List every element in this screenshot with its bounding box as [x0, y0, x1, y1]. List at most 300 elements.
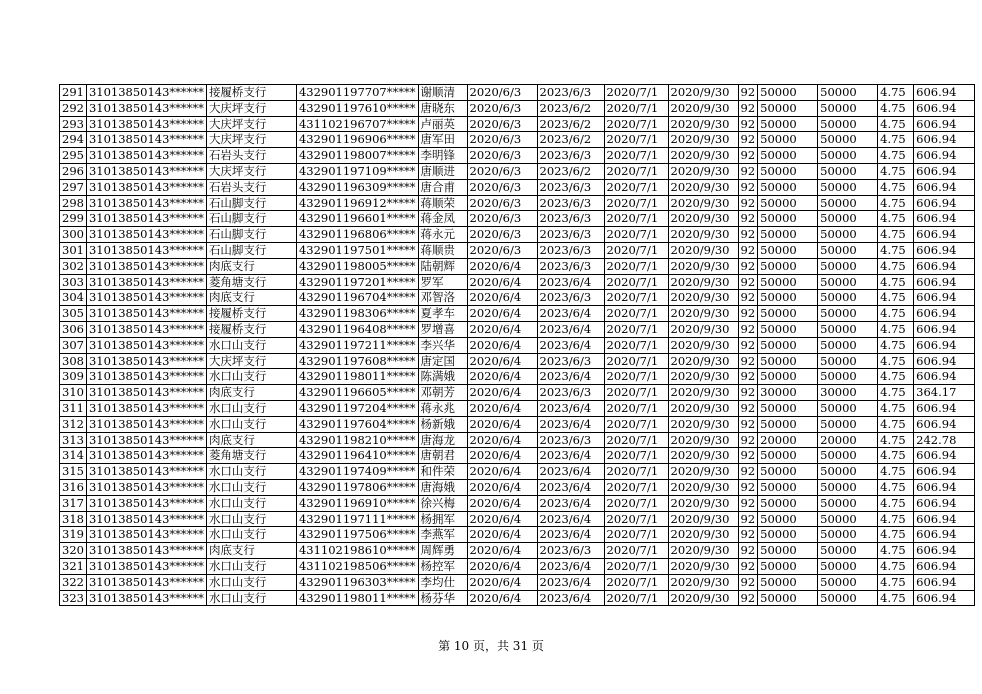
- cell-loan-amount: 50000: [758, 479, 818, 495]
- cell-account-number: 31013850143******: [86, 258, 206, 274]
- cell-interest-end-date: 2020/9/30: [668, 574, 738, 590]
- cell-interest-start-date: 2020/7/1: [604, 132, 668, 148]
- cell-interest: 606.94: [914, 211, 975, 227]
- table-row: [60, 432, 975, 448]
- cell-loan-amount: 50000: [758, 227, 818, 243]
- cell-customer-name: 唐朝君: [418, 448, 467, 464]
- cell-branch-name: 石山脚支行: [206, 227, 296, 243]
- cell-interest: 606.94: [914, 558, 975, 574]
- table-row: [60, 195, 975, 211]
- cell-interest-end-date: 2020/9/30: [668, 590, 738, 606]
- cell-customer-name: 蒋顺荣: [418, 195, 467, 211]
- cell-loan-end-date: 2023/6/4: [537, 306, 604, 322]
- cell-days: 92: [738, 353, 758, 369]
- cell-loan-end-date: 2023/6/3: [537, 543, 604, 559]
- cell-loan-amount: 50000: [758, 527, 818, 543]
- cell-balance: 50000: [818, 511, 878, 527]
- cell-account-number: 31013850143******: [86, 353, 206, 369]
- cell-interest-start-date: 2020/7/1: [604, 100, 668, 116]
- cell-customer-name: 李燕军: [418, 527, 467, 543]
- cell-rate: 4.75: [878, 479, 914, 495]
- cell-branch-name: 水口山支行: [206, 495, 296, 511]
- cell-loan-end-date: 2023/6/4: [537, 274, 604, 290]
- cell-interest: 606.94: [914, 132, 975, 148]
- cell-days: 92: [738, 290, 758, 306]
- cell-balance: 50000: [818, 211, 878, 227]
- cell-loan-amount: 50000: [758, 211, 818, 227]
- cell-id-number: 432901196806*****: [296, 227, 418, 243]
- cell-days: 92: [738, 574, 758, 590]
- cell-account-number: 31013850143******: [86, 448, 206, 464]
- cell-rate: 4.75: [878, 590, 914, 606]
- cell-customer-name: 邓智洛: [418, 290, 467, 306]
- cell-customer-name: 陆朝辉: [418, 258, 467, 274]
- cell-account-number: 31013850143******: [86, 337, 206, 353]
- cell-row-number: 322: [60, 574, 87, 590]
- table-row: [60, 464, 975, 480]
- cell-loan-start-date: 2020/6/4: [467, 416, 537, 432]
- loan-records-table: [59, 84, 975, 606]
- cell-interest-start-date: 2020/7/1: [604, 227, 668, 243]
- cell-interest: 606.94: [914, 306, 975, 322]
- cell-days: 92: [738, 400, 758, 416]
- cell-rate: 4.75: [878, 416, 914, 432]
- table-body: [60, 85, 975, 606]
- cell-account-number: 31013850143******: [86, 558, 206, 574]
- cell-customer-name: 唐顺进: [418, 163, 467, 179]
- table-row: [60, 148, 975, 164]
- cell-loan-start-date: 2020/6/4: [467, 369, 537, 385]
- cell-loan-amount: 50000: [758, 369, 818, 385]
- cell-account-number: 31013850143******: [86, 369, 206, 385]
- cell-id-number: 432901196605*****: [296, 385, 418, 401]
- cell-customer-name: 唐定国: [418, 353, 467, 369]
- cell-id-number: 432901196906*****: [296, 132, 418, 148]
- table-row: [60, 211, 975, 227]
- cell-balance: 50000: [818, 590, 878, 606]
- cell-id-number: 431102196707*****: [296, 116, 418, 132]
- cell-branch-name: 水口山支行: [206, 369, 296, 385]
- cell-rate: 4.75: [878, 227, 914, 243]
- cell-rate: 4.75: [878, 543, 914, 559]
- cell-balance: 50000: [818, 416, 878, 432]
- table-row: [60, 353, 975, 369]
- cell-interest-start-date: 2020/7/1: [604, 416, 668, 432]
- cell-id-number: 432901197806*****: [296, 479, 418, 495]
- cell-balance: 50000: [818, 242, 878, 258]
- cell-loan-start-date: 2020/6/3: [467, 227, 537, 243]
- cell-interest-start-date: 2020/7/1: [604, 195, 668, 211]
- cell-loan-end-date: 2023/6/4: [537, 558, 604, 574]
- table-row: [60, 543, 975, 559]
- cell-loan-start-date: 2020/6/4: [467, 590, 537, 606]
- table-row: [60, 242, 975, 258]
- cell-balance: 50000: [818, 132, 878, 148]
- cell-interest-end-date: 2020/9/30: [668, 100, 738, 116]
- cell-branch-name: 肉底支行: [206, 432, 296, 448]
- cell-interest-start-date: 2020/7/1: [604, 479, 668, 495]
- cell-branch-name: 大庆坪支行: [206, 163, 296, 179]
- cell-balance: 50000: [818, 85, 878, 101]
- cell-loan-end-date: 2023/6/4: [537, 416, 604, 432]
- cell-account-number: 31013850143******: [86, 116, 206, 132]
- cell-customer-name: 蒋永兆: [418, 400, 467, 416]
- cell-interest-end-date: 2020/9/30: [668, 369, 738, 385]
- cell-interest: 606.94: [914, 258, 975, 274]
- cell-interest-end-date: 2020/9/30: [668, 527, 738, 543]
- cell-id-number: 432901197707*****: [296, 85, 418, 101]
- cell-customer-name: 徐兴梅: [418, 495, 467, 511]
- cell-loan-end-date: 2023/6/2: [537, 132, 604, 148]
- cell-loan-amount: 50000: [758, 464, 818, 480]
- cell-rate: 4.75: [878, 179, 914, 195]
- cell-balance: 50000: [818, 100, 878, 116]
- cell-interest-end-date: 2020/9/30: [668, 132, 738, 148]
- cell-loan-start-date: 2020/6/3: [467, 163, 537, 179]
- cell-id-number: 432901197506*****: [296, 527, 418, 543]
- cell-interest-end-date: 2020/9/30: [668, 274, 738, 290]
- cell-loan-end-date: 2023/6/4: [537, 511, 604, 527]
- cell-loan-amount: 50000: [758, 258, 818, 274]
- cell-rate: 4.75: [878, 337, 914, 353]
- cell-loan-end-date: 2023/6/4: [537, 574, 604, 590]
- cell-id-number: 432901197604*****: [296, 416, 418, 432]
- cell-loan-end-date: 2023/6/4: [537, 321, 604, 337]
- cell-interest-end-date: 2020/9/30: [668, 558, 738, 574]
- cell-loan-start-date: 2020/6/3: [467, 148, 537, 164]
- cell-loan-start-date: 2020/6/4: [467, 258, 537, 274]
- cell-id-number: 432901197501*****: [296, 242, 418, 258]
- cell-interest: 606.94: [914, 242, 975, 258]
- cell-balance: 20000: [818, 432, 878, 448]
- cell-days: 92: [738, 543, 758, 559]
- cell-interest-start-date: 2020/7/1: [604, 242, 668, 258]
- cell-days: 92: [738, 479, 758, 495]
- cell-account-number: 31013850143******: [86, 211, 206, 227]
- cell-balance: 50000: [818, 479, 878, 495]
- cell-id-number: 432901197111*****: [296, 511, 418, 527]
- cell-row-number: 302: [60, 258, 87, 274]
- cell-account-number: 31013850143******: [86, 290, 206, 306]
- cell-id-number: 432901198210*****: [296, 432, 418, 448]
- cell-customer-name: 唐海娥: [418, 479, 467, 495]
- cell-id-number: 432901197109*****: [296, 163, 418, 179]
- cell-row-number: 323: [60, 590, 87, 606]
- cell-interest: 606.94: [914, 337, 975, 353]
- cell-interest-end-date: 2020/9/30: [668, 337, 738, 353]
- cell-loan-amount: 50000: [758, 448, 818, 464]
- cell-account-number: 31013850143******: [86, 163, 206, 179]
- cell-branch-name: 接履桥支行: [206, 321, 296, 337]
- cell-branch-name: 水口山支行: [206, 511, 296, 527]
- cell-interest: 606.94: [914, 353, 975, 369]
- cell-loan-end-date: 2023/6/4: [537, 590, 604, 606]
- cell-customer-name: 夏孝车: [418, 306, 467, 322]
- cell-interest-end-date: 2020/9/30: [668, 511, 738, 527]
- cell-days: 92: [738, 258, 758, 274]
- cell-account-number: 31013850143******: [86, 416, 206, 432]
- cell-interest: 606.94: [914, 527, 975, 543]
- cell-loan-end-date: 2023/6/3: [537, 385, 604, 401]
- cell-interest-start-date: 2020/7/1: [604, 148, 668, 164]
- cell-loan-end-date: 2023/6/3: [537, 353, 604, 369]
- cell-interest-start-date: 2020/7/1: [604, 495, 668, 511]
- cell-account-number: 31013850143******: [86, 527, 206, 543]
- cell-branch-name: 大庆坪支行: [206, 100, 296, 116]
- cell-row-number: 310: [60, 385, 87, 401]
- cell-interest-start-date: 2020/7/1: [604, 163, 668, 179]
- cell-rate: 4.75: [878, 258, 914, 274]
- cell-loan-amount: 50000: [758, 495, 818, 511]
- cell-interest-start-date: 2020/7/1: [604, 321, 668, 337]
- cell-days: 92: [738, 495, 758, 511]
- cell-customer-name: 蒋永元: [418, 227, 467, 243]
- cell-interest-start-date: 2020/7/1: [604, 116, 668, 132]
- table-row: [60, 558, 975, 574]
- cell-customer-name: 唐晓东: [418, 100, 467, 116]
- cell-interest-end-date: 2020/9/30: [668, 242, 738, 258]
- cell-interest: 606.94: [914, 116, 975, 132]
- cell-rate: 4.75: [878, 306, 914, 322]
- cell-loan-end-date: 2023/6/4: [537, 400, 604, 416]
- cell-account-number: 31013850143******: [86, 321, 206, 337]
- cell-account-number: 31013850143******: [86, 590, 206, 606]
- cell-customer-name: 蒋顺贵: [418, 242, 467, 258]
- cell-customer-name: 蒋金凤: [418, 211, 467, 227]
- cell-id-number: 432901196408*****: [296, 321, 418, 337]
- cell-rate: 4.75: [878, 527, 914, 543]
- cell-interest: 606.94: [914, 290, 975, 306]
- cell-row-number: 297: [60, 179, 87, 195]
- cell-interest-start-date: 2020/7/1: [604, 574, 668, 590]
- cell-interest-end-date: 2020/9/30: [668, 448, 738, 464]
- cell-loan-amount: 50000: [758, 306, 818, 322]
- cell-account-number: 31013850143******: [86, 85, 206, 101]
- page-footer: 第 10 页，共 31 页: [438, 639, 544, 653]
- cell-rate: 4.75: [878, 132, 914, 148]
- cell-customer-name: 李兴华: [418, 337, 467, 353]
- cell-customer-name: 李均仕: [418, 574, 467, 590]
- cell-id-number: 432901196601*****: [296, 211, 418, 227]
- cell-days: 92: [738, 558, 758, 574]
- cell-branch-name: 水口山支行: [206, 416, 296, 432]
- cell-days: 92: [738, 132, 758, 148]
- table-row: [60, 116, 975, 132]
- cell-loan-end-date: 2023/6/4: [537, 337, 604, 353]
- cell-customer-name: 李明锋: [418, 148, 467, 164]
- cell-rate: 4.75: [878, 242, 914, 258]
- cell-interest-end-date: 2020/9/30: [668, 227, 738, 243]
- cell-interest-end-date: 2020/9/30: [668, 321, 738, 337]
- cell-account-number: 31013850143******: [86, 495, 206, 511]
- cell-balance: 50000: [818, 116, 878, 132]
- cell-loan-end-date: 2023/6/3: [537, 227, 604, 243]
- cell-interest-end-date: 2020/9/30: [668, 306, 738, 322]
- cell-loan-end-date: 2023/6/4: [537, 369, 604, 385]
- cell-rate: 4.75: [878, 211, 914, 227]
- table-row: [60, 306, 975, 322]
- cell-branch-name: 水口山支行: [206, 337, 296, 353]
- cell-rate: 4.75: [878, 100, 914, 116]
- cell-interest-end-date: 2020/9/30: [668, 479, 738, 495]
- cell-branch-name: 菱角塘支行: [206, 448, 296, 464]
- cell-interest-end-date: 2020/9/30: [668, 353, 738, 369]
- cell-loan-start-date: 2020/6/4: [467, 432, 537, 448]
- cell-rate: 4.75: [878, 85, 914, 101]
- cell-row-number: 307: [60, 337, 87, 353]
- cell-interest-end-date: 2020/9/30: [668, 85, 738, 101]
- cell-days: 92: [738, 464, 758, 480]
- cell-loan-start-date: 2020/6/4: [467, 400, 537, 416]
- cell-interest: 606.94: [914, 369, 975, 385]
- cell-branch-name: 肉底支行: [206, 543, 296, 559]
- cell-interest-end-date: 2020/9/30: [668, 211, 738, 227]
- table-row: [60, 590, 975, 606]
- cell-loan-start-date: 2020/6/4: [467, 337, 537, 353]
- table-row: [60, 400, 975, 416]
- cell-loan-end-date: 2023/6/4: [537, 527, 604, 543]
- cell-loan-start-date: 2020/6/4: [467, 321, 537, 337]
- cell-loan-end-date: 2023/6/3: [537, 211, 604, 227]
- cell-loan-start-date: 2020/6/4: [467, 479, 537, 495]
- cell-row-number: 291: [60, 85, 87, 101]
- cell-interest-start-date: 2020/7/1: [604, 511, 668, 527]
- cell-interest: 606.94: [914, 85, 975, 101]
- cell-rate: 4.75: [878, 464, 914, 480]
- cell-interest: 606.94: [914, 495, 975, 511]
- table-row: [60, 511, 975, 527]
- cell-branch-name: 菱角塘支行: [206, 274, 296, 290]
- cell-balance: 50000: [818, 369, 878, 385]
- cell-balance: 50000: [818, 495, 878, 511]
- cell-interest: 606.94: [914, 574, 975, 590]
- cell-loan-start-date: 2020/6/4: [467, 495, 537, 511]
- table-row: [60, 527, 975, 543]
- cell-row-number: 319: [60, 527, 87, 543]
- table-row: [60, 321, 975, 337]
- cell-id-number: 432901197409*****: [296, 464, 418, 480]
- cell-loan-start-date: 2020/6/3: [467, 195, 537, 211]
- cell-branch-name: 肉底支行: [206, 290, 296, 306]
- cell-customer-name: 杨拥军: [418, 511, 467, 527]
- cell-loan-amount: 50000: [758, 163, 818, 179]
- cell-interest-start-date: 2020/7/1: [604, 527, 668, 543]
- cell-loan-end-date: 2023/6/3: [537, 242, 604, 258]
- cell-interest-end-date: 2020/9/30: [668, 290, 738, 306]
- cell-loan-amount: 20000: [758, 432, 818, 448]
- cell-row-number: 315: [60, 464, 87, 480]
- table-row: [60, 258, 975, 274]
- cell-interest-start-date: 2020/7/1: [604, 290, 668, 306]
- cell-interest: 242.78: [914, 432, 975, 448]
- cell-loan-start-date: 2020/6/4: [467, 385, 537, 401]
- cell-loan-end-date: 2023/6/3: [537, 179, 604, 195]
- cell-customer-name: 陈满娥: [418, 369, 467, 385]
- cell-days: 92: [738, 432, 758, 448]
- cell-days: 92: [738, 527, 758, 543]
- cell-interest-start-date: 2020/7/1: [604, 353, 668, 369]
- cell-interest: 606.94: [914, 163, 975, 179]
- cell-branch-name: 接履桥支行: [206, 85, 296, 101]
- cell-interest-end-date: 2020/9/30: [668, 116, 738, 132]
- cell-interest: 606.94: [914, 448, 975, 464]
- cell-loan-start-date: 2020/6/4: [467, 290, 537, 306]
- cell-loan-start-date: 2020/6/3: [467, 179, 537, 195]
- cell-row-number: 296: [60, 163, 87, 179]
- cell-id-number: 432901198011*****: [296, 369, 418, 385]
- cell-interest: 606.94: [914, 148, 975, 164]
- cell-id-number: 432901196410*****: [296, 448, 418, 464]
- cell-customer-name: 罗军: [418, 274, 467, 290]
- cell-loan-amount: 50000: [758, 400, 818, 416]
- cell-balance: 50000: [818, 400, 878, 416]
- table-row: [60, 179, 975, 195]
- cell-loan-amount: 50000: [758, 274, 818, 290]
- cell-rate: 4.75: [878, 290, 914, 306]
- cell-customer-name: 谢顺清: [418, 85, 467, 101]
- cell-customer-name: 杨控军: [418, 558, 467, 574]
- cell-interest-start-date: 2020/7/1: [604, 85, 668, 101]
- cell-rate: 4.75: [878, 116, 914, 132]
- cell-loan-start-date: 2020/6/3: [467, 100, 537, 116]
- cell-interest: 606.94: [914, 195, 975, 211]
- cell-loan-end-date: 2023/6/4: [537, 464, 604, 480]
- cell-loan-start-date: 2020/6/4: [467, 574, 537, 590]
- table-row: [60, 85, 975, 101]
- cell-days: 92: [738, 369, 758, 385]
- cell-loan-amount: 50000: [758, 290, 818, 306]
- cell-interest: 606.94: [914, 274, 975, 290]
- cell-account-number: 31013850143******: [86, 242, 206, 258]
- cell-days: 92: [738, 337, 758, 353]
- cell-loan-amount: 50000: [758, 337, 818, 353]
- cell-days: 92: [738, 416, 758, 432]
- table-row: [60, 416, 975, 432]
- cell-balance: 50000: [818, 353, 878, 369]
- cell-days: 92: [738, 448, 758, 464]
- cell-balance: 50000: [818, 543, 878, 559]
- cell-loan-amount: 50000: [758, 511, 818, 527]
- cell-loan-end-date: 2023/6/2: [537, 100, 604, 116]
- cell-branch-name: 石山脚支行: [206, 211, 296, 227]
- cell-days: 92: [738, 211, 758, 227]
- cell-interest-start-date: 2020/7/1: [604, 385, 668, 401]
- cell-id-number: 432901196704*****: [296, 290, 418, 306]
- cell-branch-name: 石山脚支行: [206, 242, 296, 258]
- cell-row-number: 309: [60, 369, 87, 385]
- cell-loan-start-date: 2020/6/4: [467, 353, 537, 369]
- cell-balance: 50000: [818, 179, 878, 195]
- cell-interest-start-date: 2020/7/1: [604, 448, 668, 464]
- cell-balance: 50000: [818, 574, 878, 590]
- cell-id-number: 432901196309*****: [296, 179, 418, 195]
- cell-loan-end-date: 2023/6/2: [537, 116, 604, 132]
- cell-row-number: 295: [60, 148, 87, 164]
- cell-interest: 606.94: [914, 479, 975, 495]
- cell-loan-start-date: 2020/6/3: [467, 242, 537, 258]
- cell-row-number: 313: [60, 432, 87, 448]
- cell-row-number: 293: [60, 116, 87, 132]
- cell-loan-end-date: 2023/6/3: [537, 148, 604, 164]
- cell-balance: 30000: [818, 385, 878, 401]
- cell-branch-name: 大庆坪支行: [206, 116, 296, 132]
- cell-customer-name: 和件荣: [418, 464, 467, 480]
- cell-days: 92: [738, 306, 758, 322]
- cell-branch-name: 水口山支行: [206, 558, 296, 574]
- cell-loan-end-date: 2023/6/3: [537, 290, 604, 306]
- cell-balance: 50000: [818, 448, 878, 464]
- cell-days: 92: [738, 274, 758, 290]
